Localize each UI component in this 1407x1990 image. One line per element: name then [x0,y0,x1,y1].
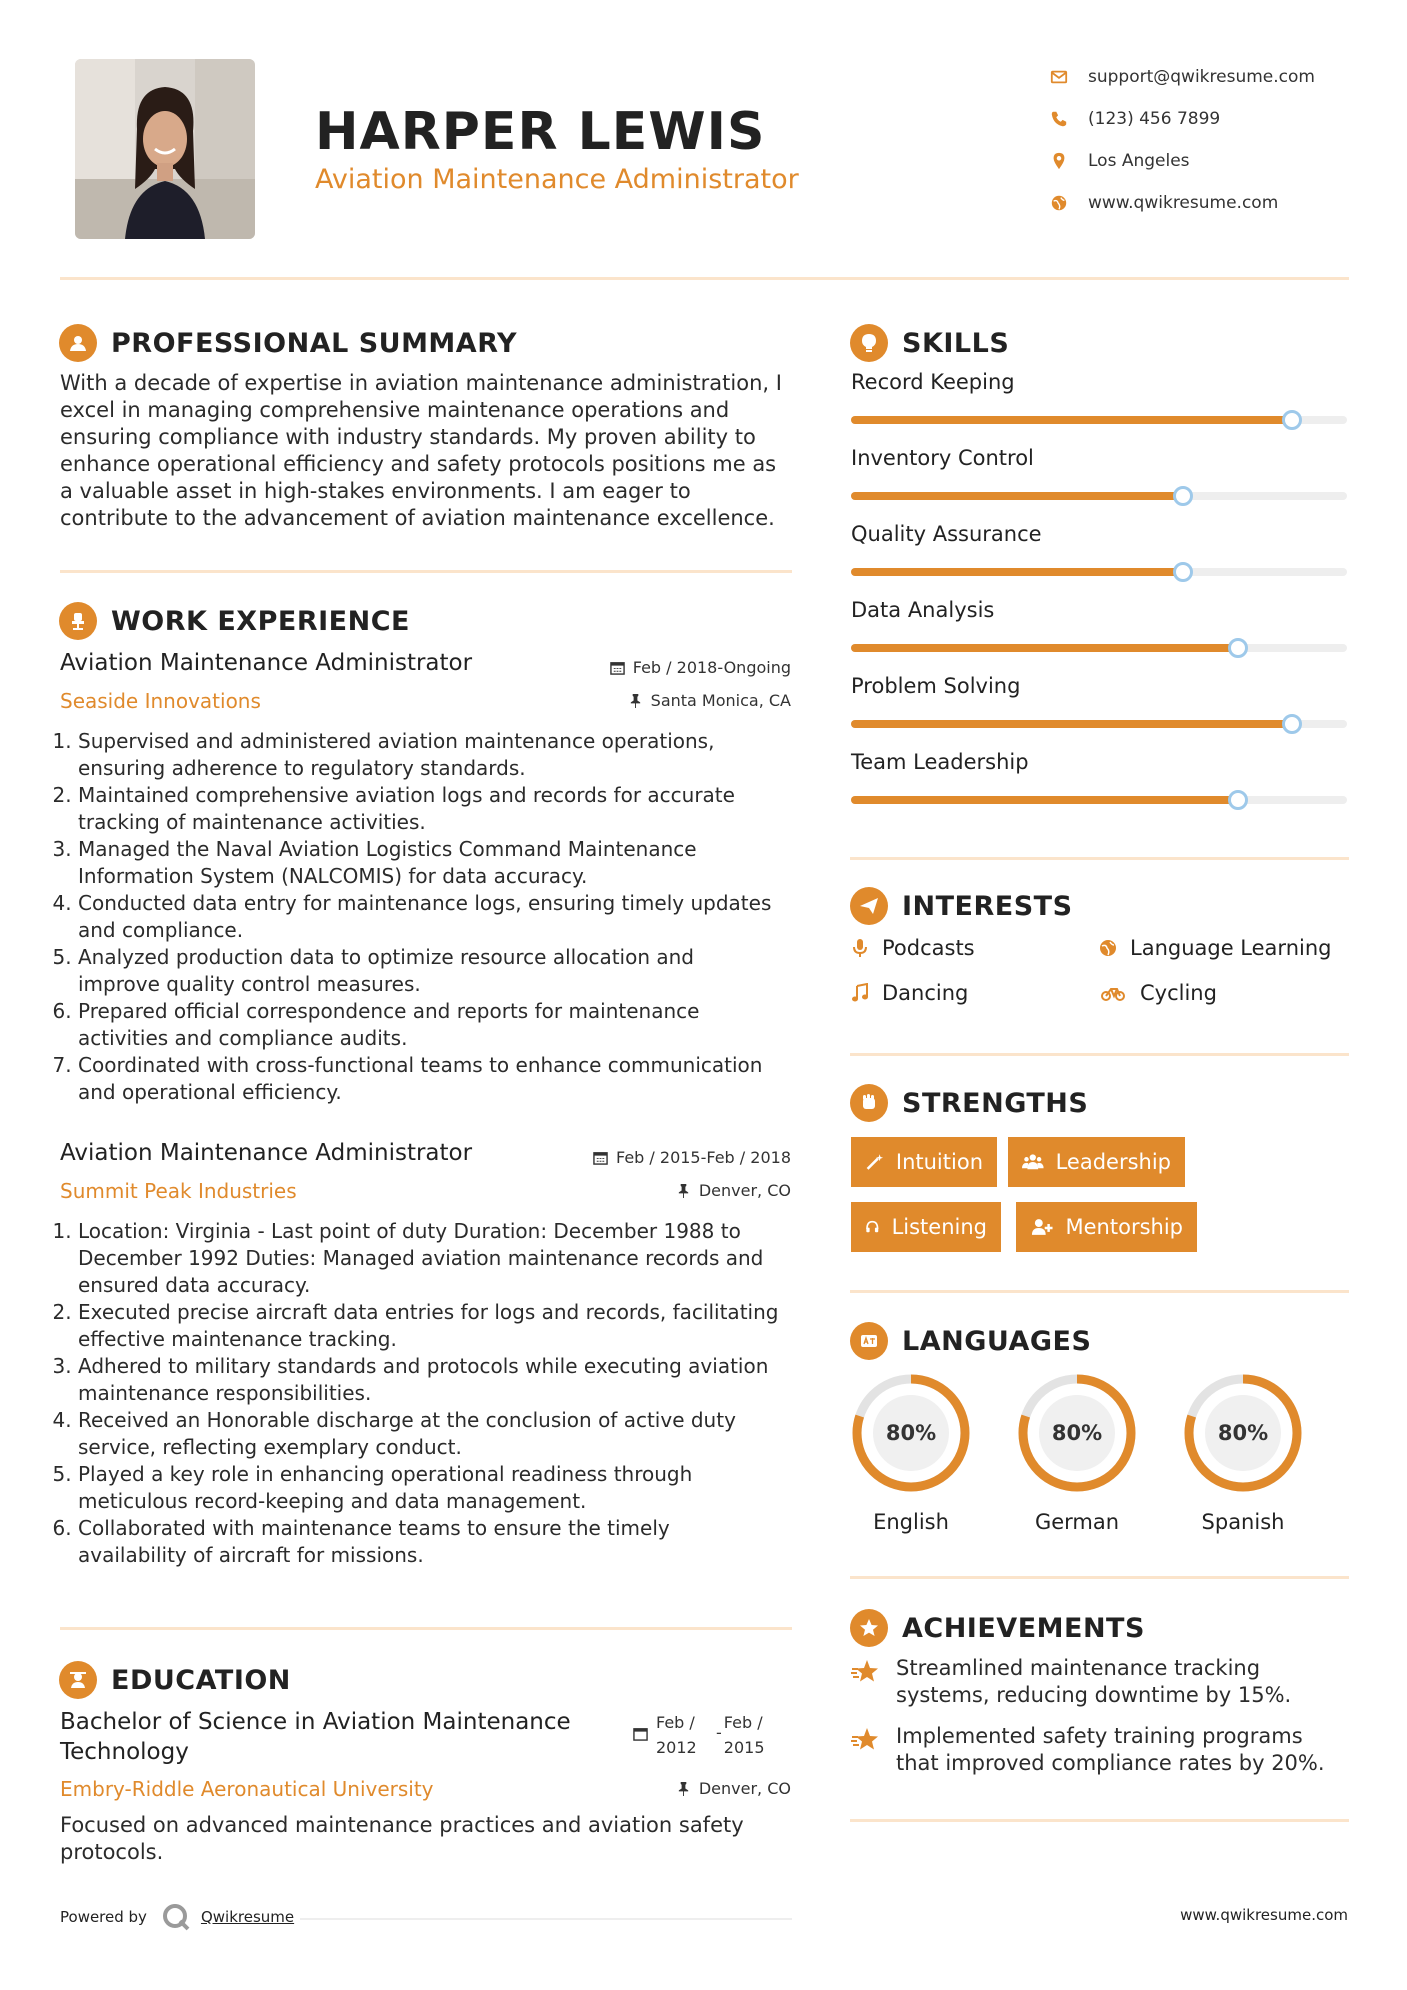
achievement-item: Implemented safety training programs that improved compliance rates by 20%. [850,1723,1330,1777]
strength-badge-mentorship: Mentorship [1016,1202,1197,1252]
skills-divider [850,857,1349,860]
language-ring [848,1370,974,1496]
users-icon [1022,1151,1044,1173]
work-heading: WORK EXPERIENCE [111,605,410,637]
envelope-icon [1050,68,1068,86]
interest-language-learning: Language Learning [1098,936,1331,960]
calendar-icon [633,1726,648,1741]
languages-section-header [850,1322,1091,1360]
language-percent: 80% [1051,1421,1103,1445]
skill-bar [851,416,1347,424]
list-item: 4. Conducted data entry for maintenance logs, ensuring timely updates and compliance. [78,890,780,944]
candidate-title: Aviation Maintenance Administrator [315,164,799,195]
language-item [848,1370,974,1534]
pushpin-icon [628,693,643,708]
strengths-section-header [850,1084,1088,1122]
calendar-icon [593,1150,608,1165]
job-dates: Feb / 2018-Ongoing [610,658,791,677]
map-pin-icon [1050,152,1068,170]
skill-bar [851,796,1347,804]
language-ring [1014,1370,1140,1496]
languages-heading: LANGUAGES [902,1325,1092,1357]
skill-level-knob [1173,562,1193,582]
list-item: 3. Adhered to military standards and protocols while executing aviation maintenance responsibilities. [78,1353,780,1407]
list-item: 2. Maintained comprehensive aviation logs and records for accurate tracking of maintenance activities. [78,782,780,836]
degree-title: Bachelor of Science in Aviation Maintenance Technology [60,1709,571,1765]
language-percent: 80% [1217,1421,1269,1445]
globe-icon [1098,938,1118,958]
languages-divider [850,1576,1349,1579]
graduate-icon [59,1661,97,1699]
globe-icon [1050,194,1068,212]
job-location: Santa Monica, CA [628,691,791,710]
achievements-section-header [850,1609,1145,1647]
lightbulb-icon [850,324,888,362]
job-dates: Feb / 2015-Feb / 2018 [593,1148,791,1167]
job-location: Denver, CO [676,1181,791,1200]
education-heading: EDUCATION [111,1664,291,1696]
interests-section-header [850,887,1073,925]
phone-text: (123) 456 7899 [1088,109,1221,129]
language-icon [850,1322,888,1360]
list-item: 5. Played a key role in enhancing operational readiness through meticulous record-keeping and data management. [78,1461,780,1515]
achievement-item: Streamlined maintenance tracking systems, reducing downtime by 15%. [850,1655,1330,1709]
profile-photo [75,59,255,239]
education-section-header [59,1661,291,1699]
duties-list [60,728,780,1106]
contact-phone [1050,98,1380,140]
brand-link[interactable]: Qwikresume [200,1908,295,1926]
skill-bar-fill [851,720,1292,728]
skill-level-knob [1228,790,1248,810]
start-month: Feb / [656,1713,695,1732]
strength-badge-leadership: Leadership [1008,1137,1185,1187]
skill-bar-fill [851,416,1292,424]
skill-bar [851,568,1347,576]
language-item [1014,1370,1140,1534]
strengths-divider [850,1290,1349,1293]
education-location: Denver, CO [676,1779,791,1798]
header-divider [60,277,1349,280]
fist-icon [850,1084,888,1122]
skill-bar-fill [851,796,1238,804]
location-text: Los Angeles [1088,151,1190,171]
interests-divider [850,1053,1349,1056]
skill-label: Quality Assurance [851,522,1042,546]
interest-cycling: Cycling [1098,981,1217,1005]
calendar-icon [610,660,625,675]
skill-label: Data Analysis [851,598,995,622]
end-year: 2015 [723,1738,765,1757]
list-item: 4. Received an Honorable discharge at the conclusion of active duty service, reflecting exemplary conduct. [78,1407,780,1461]
skill-bar [851,720,1347,728]
work-section-header [59,602,410,640]
skill-level-knob [1282,410,1302,430]
achievements-heading: ACHIEVEMENTS [902,1612,1145,1644]
strength-badge-listening: Listening [851,1202,1001,1252]
interest-podcasts: Podcasts [850,936,975,960]
work-divider [60,1627,792,1630]
skill-bar [851,644,1347,652]
language-percent: 80% [885,1421,937,1445]
summary-text: With a decade of expertise in aviation maintenance administration, I excel in managing comprehensive maintenance operations and ensuring compliance with industry standards. My proven ability to enhance operational efficiency and safety protocols positions me as a valuable asset in high-stakes environments. I am eager to contribute to the advancement of aviation maintenance excellence. [60,371,782,530]
contact-location [1050,140,1380,182]
language-item [1180,1370,1306,1534]
achievements-divider [850,1819,1349,1822]
list-item: 1. Location: Virginia - Last point of duty Duration: December 1988 to December 1992 Duties: Managed aviation maintenance records and ensured data accuracy. [78,1218,780,1299]
skill-bar-fill [851,568,1183,576]
skills-heading: SKILLS [902,327,1010,359]
skill-level-knob [1282,714,1302,734]
strength-badge-intuition: Intuition [851,1137,997,1187]
list-item: 7. Coordinated with cross-functional teams to enhance communication and operational efficiency. [78,1052,780,1106]
skill-bar [851,492,1347,500]
email-text[interactable]: support@qwikresume.com [1088,67,1315,87]
pushpin-icon [676,1781,691,1796]
company-name: Summit Peak Industries [60,1179,297,1203]
language-label: English [873,1510,949,1534]
chair-icon [59,602,97,640]
list-item: 2. Executed precise aircraft data entries for logs and records, facilitating effective maintenance tracking. [78,1299,780,1353]
language-ring [1180,1370,1306,1496]
skill-label: Record Keeping [851,370,1015,394]
headphones-icon [865,1216,880,1238]
list-item: 3. Managed the Naval Aviation Logistics Command Maintenance Information System (NALCOMIS) for data accuracy. [78,836,780,890]
summary-heading: PROFESSIONAL SUMMARY [111,327,518,359]
bicycle-icon [1098,983,1128,1003]
summary-divider [60,570,792,573]
qwikresume-logo-icon [161,1902,191,1932]
school-name: Embry-Riddle Aeronautical University [60,1777,434,1801]
skills-section-header [850,324,1009,362]
paper-plane-icon [850,887,888,925]
user-icon [59,324,97,362]
job-title: Aviation Maintenance Administrator [60,650,473,676]
date-separator: - [716,1723,722,1742]
list-item: 5. Analyzed production data to optimize resource allocation and improve quality control measures. [78,944,780,998]
skill-label: Problem Solving [851,674,1021,698]
magic-wand-icon [865,1151,884,1173]
start-year: 2012 [656,1738,697,1757]
education-dates [633,1710,780,1760]
end-month: Feb / [723,1713,763,1732]
list-item: 1. Supervised and administered aviation maintenance operations, ensuring adherence to regulatory standards. [78,728,780,782]
skill-level-knob [1228,638,1248,658]
website-text[interactable]: www.qwikresume.com [1088,193,1279,213]
microphone-icon [850,938,870,958]
list-item: 6. Collaborated with maintenance teams to ensure the timely availability of aircraft for missions. [78,1515,780,1569]
footer-website[interactable]: www.qwikresume.com [1180,1906,1348,1924]
job-title: Aviation Maintenance Administrator [60,1140,473,1166]
phone-icon [1050,110,1068,128]
contact-email [1050,56,1380,98]
footer-divider [300,1918,792,1920]
interests-heading: INTERESTS [902,890,1073,922]
footer-powered-by: Powered by Qwikresume [60,1902,294,1932]
company-name: Seaside Innovations [60,689,261,713]
summary-section-header [59,324,517,362]
skill-label: Team Leadership [851,750,1029,774]
language-label: Spanish [1201,1510,1285,1534]
skill-level-knob [1173,486,1193,506]
pushpin-icon [676,1183,691,1198]
contact-info [1050,56,1380,224]
list-item: 6. Prepared official correspondence and reports for maintenance activities and compliance audits. [78,998,780,1052]
candidate-name: HARPER LEWIS [315,102,766,162]
language-label: German [1034,1510,1120,1534]
star-icon [850,1657,880,1687]
strengths-heading: STRENGTHS [902,1087,1089,1119]
duties-list [60,1218,780,1569]
skill-bar-fill [851,492,1183,500]
skill-bar-fill [851,644,1238,652]
skill-label: Inventory Control [851,446,1034,470]
star-icon [850,1725,880,1755]
star-badge-icon [850,1609,888,1647]
contact-website [1050,182,1380,224]
interest-dancing: Dancing [850,981,968,1005]
user-plus-icon [1030,1216,1054,1238]
education-description: Focused on advanced maintenance practices and aviation safety protocols. [60,1813,744,1864]
music-icon [850,983,870,1003]
